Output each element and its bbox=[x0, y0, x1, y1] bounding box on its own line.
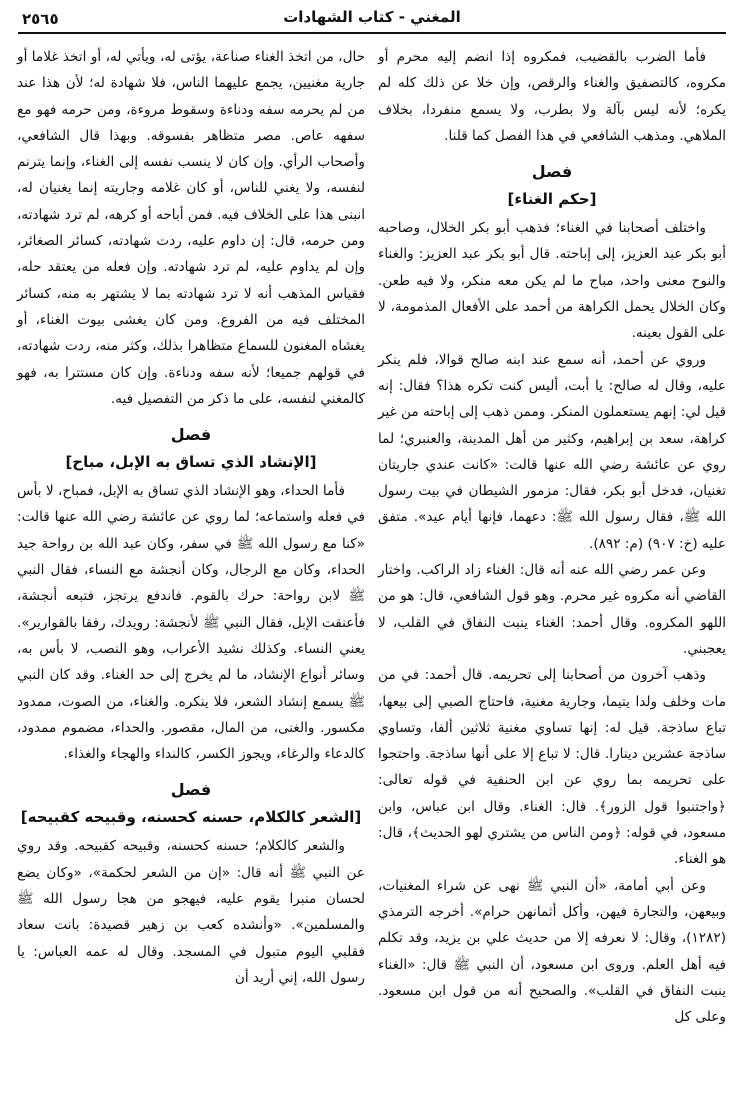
section-heading: [الشعر كالكلام، حسنه كحسنه، وقبيحه كقبيحه] bbox=[20, 808, 362, 827]
paragraph: وذهب آخرون من أصحابنا إلى تحريمه. قال أحمد: في من مات وخلف ولدا يتيما، وجارية مغنية، فاحتاج الصبي إلى بيعها، تباع ساذجة. قيل له: إنها تساوي مغنية ثلاثين ألفا، وتساوي ساذجة عشرين دينارا. قال: لا تباع إلا على أنها ساذجة. واحتجوا على تحريمه بما روي عن ابن الحنفية في قوله تعالى: ﴿واجتنبوا قول الزور﴾. قال: الغناء. وقال ابن عباس، وابن مسعود، في قوله: ﴿ومن الناس من يشتري لهو الحديث﴾، قال: هو الغناء. bbox=[378, 667, 726, 868]
paragraph: وعن أبي أمامة، «أن النبي ﷺ نهى عن شراء المغنيات، وبيعهن، والتجارة فيهن، وأكل أثمانهن حرام». أخرجه الترمذي (١٢٨٢)، وقال: لا نعرفه إلا من حديث علي بن يزيد، وقد تكلم فيه أهل العلم. وروى ابن مسعود، أن النبي ﷺ قال: «الغناء ينبت النفاق في القلب». والصحيح أنه من قول ابن مسعود. وعلى كل bbox=[378, 877, 726, 1026]
right-column bbox=[378, 44, 726, 1030]
paragraph: واختلف أصحابنا في الغناء؛ فذهب أبو بكر الخلال، وصاحبه أبو بكر عبد العزيز، إلى إباحته. قال أبو بكر عبد العزيز: والغناء والنوح معنى واحد، مباح ما لم يكن معه منكر، ولا فيه طعن. وكان الخلال يحمل الكراهة من أحمد على الأفعال المذمومة، لا على القول بعينه. bbox=[378, 220, 726, 342]
left-column bbox=[17, 44, 365, 991]
paragraph: حال، من اتخذ الغناء صناعة، يؤتى له، ويأتي له، أو اتخذ غلاما أو جارية مغنيين، يجمع عليهما الناس، فلا شهادة له؛ لأن هذا عند من لم يحرمه سفه ودناءة وسقوط مروءة، ومن حرمه فهو مع سفهه عاص. مصر متظاهر بفسوقه. وبهذا قال الشافعي، وأصحاب الرأي. وإن كان لا ينسب نفسه إلى الغناء، وإنما يترنم لنفسه، ولا يغني للناس، أو كان غلامه وجاريته إنما يغنيان له، انبنى هذا على الخلاف فيه. فمن أباحه أو كرهه، لم ترد شهادته، ومن حرمه، قال: إن داوم عليه، ردت شهادته، كسائر الصغائر، وإن لم يداوم عليه، لم ترد شهادته. وإن فعله من يعتقد حله، فقياس المذهب أنه لا ترد شهادته بما لا يشتهر به منه، كسائر المختلف فيه من الفروع. ومن كان يغشى بيوت الغناء، أو يغشاه المغنون للسماع متظاهرا بذلك، وكثر منه، ردت شهادته، في قولهم جميعا؛ لأنه سفه ودناءة. وإن كان مستترا به، فهو كالمغني لنفسه، على ما ذكر من التفصيل فيه. bbox=[17, 49, 365, 407]
paragraph: وروي عن أحمد، أنه سمع عند ابنه صالح قوالا، فلم ينكر عليه، وقال له صالح: يا أبت، أليس كنت تكره هذا؟ فقال: إنه قيل لي: إنهم يستعملون المنكر. وممن ذهب إلى إباحته من غير كراهة، سعد بن إبراهيم، وكثير من أهل المدينة، والعنبري؛ لما روي عن عائشة رضي الله عنها قالت: «كانت عندي جاريتان تغنيان، فدخل أبو بكر، فقال: مزمور الشيطان في بيت رسول الله ﷺ، فقال رسول الله ﷺ: دعهما، فإنها أيام عيد». متفق عليه (خ: ٩٠٧) (م: ٨٩٢). bbox=[378, 351, 726, 552]
section-heading: [حكم الغناء] bbox=[507, 190, 597, 209]
section-label: فصل bbox=[170, 780, 212, 800]
page-number: ٢٥٦٥ bbox=[22, 10, 59, 28]
running-title: المغني - كتاب الشهادات bbox=[283, 8, 461, 26]
paragraph: فأما الحداء، وهو الإنشاد الذي تساق به الإبل، فمباح، لا بأس في فعله واستماعه؛ لما روي عن عائشة رضي الله عنها قالت: «كنا مع رسول الله ﷺ في سفر، وكان عبد الله بن رواحة جيد الحداء، وكان مع الرجال، وكان أنجشة مع النساء، فقال النبي ﷺ لابن رواحة: حرك بالقوم. فاندفع يرتجز، فتبعه أنجشة، فأعنقت الإبل، فقال النبي ﷺ لأنجشة: رويدك، رفقا بالقوارير». يعني النساء. وكذلك نشيد الأعراب، وهو النصب، لا بأس به، وسائر أنواع الإنشاد، ما لم يخرج إلى حد الغناء. وقد كان النبي ﷺ يسمع إنشاد الشعر، فلا ينكره. والغناء، من الصوت، ممدود مكسور. والغنى، من المال، مقصور. والحداء، مضموم ممدود، كالدعاء والرغاء، ويجوز الكسر، كالنداء والهجاء والغذاء. bbox=[17, 483, 365, 763]
section-label: فصل bbox=[531, 162, 573, 182]
section-label: فصل bbox=[170, 425, 212, 445]
section-heading: [الإنشاد الذي تساق به الإبل، مباح] bbox=[65, 453, 317, 472]
running-header bbox=[18, 8, 726, 34]
paragraph: والشعر كالكلام؛ حسنه كحسنه، وقبيحه كقبيحه. وقد روي عن النبي ﷺ أنه قال: «إن من الشعر لحكمة»، «وكان يضع لحسان منبرا يقوم عليه، فيهجو من هجا رسول الله ﷺ والمسلمين». «وأنشده كعب بن زهير قصيدة: بانت سعاد فقلبي اليوم متبول في المسجد. وقال له عمه العباس: يا رسول الله، إني أريد أن bbox=[17, 838, 365, 986]
paragraph: وعن عمر رضي الله عنه أنه قال: الغناء زاد الراكب. واختار القاضي أنه مكروه غير محرم. وهو قول الشافعي، قال: هو من اللهو المكروه. وقال أحمد: الغناء ينبت النفاق في القلب، لا يعجبني. bbox=[378, 562, 726, 657]
paragraph: فأما الضرب بالقضيب، فمكروه إذا انضم إليه محرم أو مكروه، كالتصفيق والغناء والرقص، وإن خلا عن ذلك كله لم يكره؛ لأنه ليس بآلة ولا بطرب، ولا يسمع منفردا، بخلاف الملاهي. ومذهب الشافعي في هذا الفصل كما قلنا. bbox=[378, 49, 726, 144]
